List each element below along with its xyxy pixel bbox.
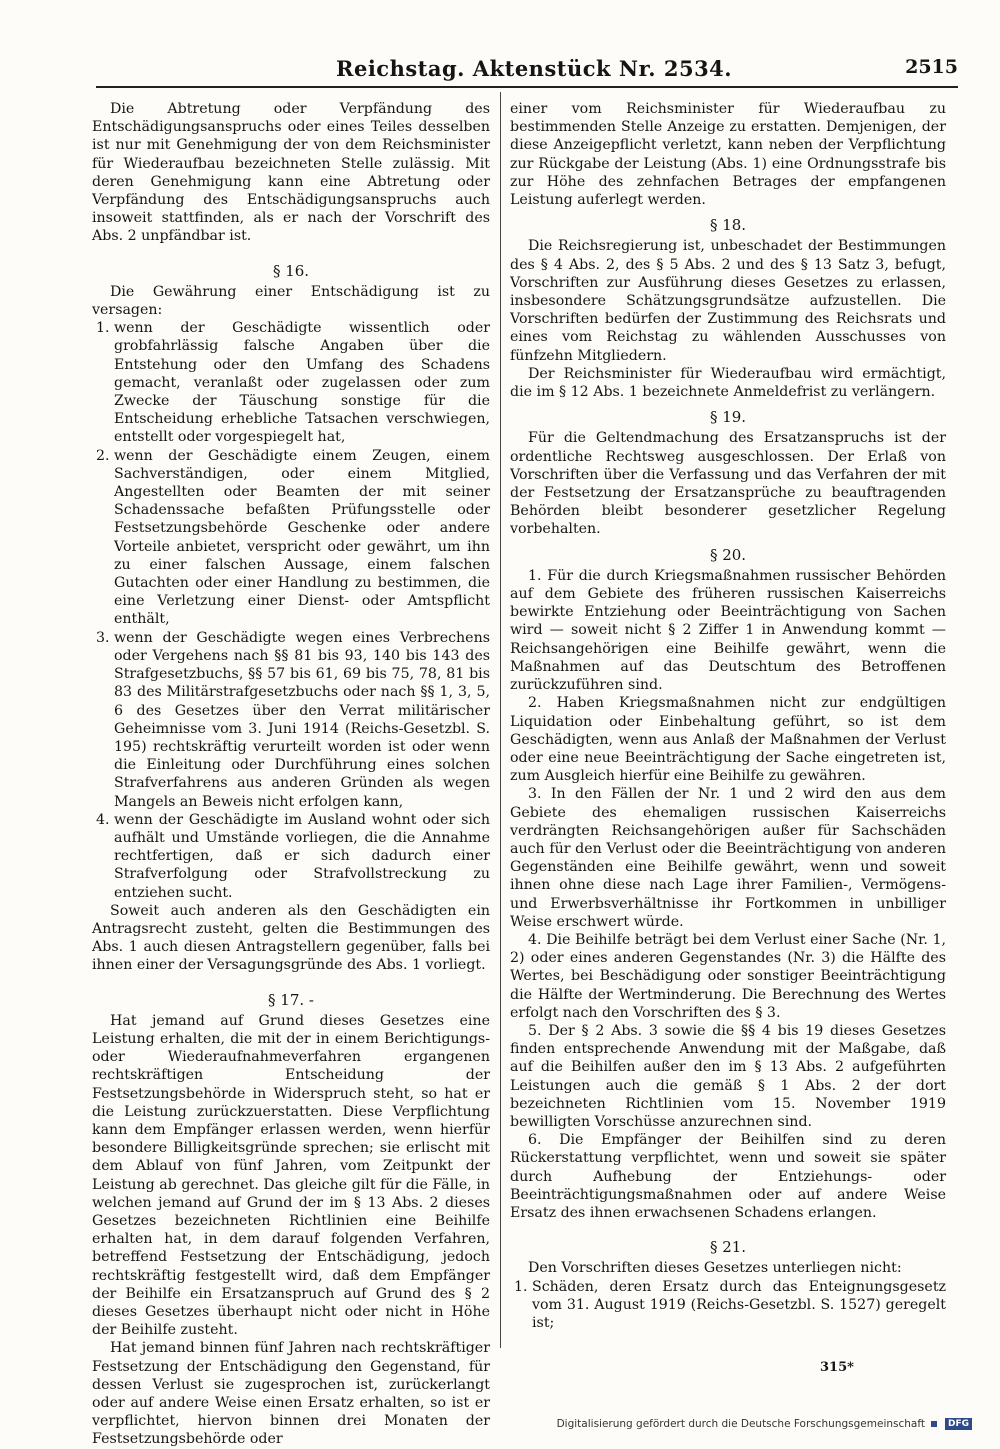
section-16-lead: Die Gewährung einer Entschädigung ist zu versagen:: [92, 283, 490, 319]
section-18-paragraph-2: Der Reichsminister für Wiederaufbau wird ermächtigt, die im § 12 Abs. 1 bezeichnete Anmeldefrist zu verlängern.: [510, 365, 946, 401]
section-20-paragraph-3: 3. In den Fällen der Nr. 1 und 2 wird den aus dem Gebiete des ehemaligen russischen Kaiserreichs verdrängten Reichsangehörigen außer für Sachschäden auch für den Verlust oder die Beeinträchtigung von anderen Gegenständen eine Beihilfe gewährt, wenn und soweit ihnen ohne diese nach Lage ihrer Familien-, Vermögens- und Erwerbsverhältnisse ihr Fortkommen in unbilliger Weise erschwert würde.: [510, 786, 946, 930]
section-18-heading: § 18.: [709, 216, 747, 235]
section-16-list: [92, 319, 490, 902]
section-16-closing: Soweit auch anderen als den Geschädigten ein Antragsrecht zusteht, gelten die Bestimmungen des Abs. 1 auch diesen Antragstellern gegenüber, falls bei ihnen einer der Versagungsgründe des Abs. 1 vorliegt.: [92, 902, 490, 974]
list-item: [92, 447, 490, 629]
section-18-paragraph-1: Die Reichsregierung ist, unbeschadet der Bestimmungen des § 4 Abs. 2, des § 5 Abs. 2 und des § 13 Satz 3, befugt, Vorschriften zur Ausführung dieses Gesetzes zu erlassen, insbesondere Schätzungsgrundsätze aufzustellen. Die Vorschriften bedürfen der Zustimmung des Reichsrats und eines vom Reichstag zu wählenden Ausschusses von fünfzehn Mitgliedern.: [510, 238, 946, 364]
section-16-heading: § 16.: [272, 261, 310, 280]
list-item: [92, 811, 490, 902]
right-column: [510, 100, 946, 1332]
square-icon: [931, 1421, 937, 1427]
item-text: wenn der Geschädigte im Ausland wohnt oder sich aufhält und Umstände vorliegen, die die Annahme rechtfertigen, daß er sich dadurch einer Strafverfolgung oder Strafvollstreckung zu entziehen sucht.: [114, 811, 490, 901]
item-number: 4.: [96, 811, 110, 828]
section-19-paragraph: Für die Geltendmachung des Ersatzanspruchs ist der ordentliche Rechtsweg ausgeschlossen. Der Erlaß von Vorschriften über die Verfassung und das Verfahren der mit der Festsetzung der Ersatzansprüche zu beauftragenden Behörden bleibt besonderer gesetzlicher Regelung vorbehalten.: [510, 430, 946, 538]
section-21-list: [510, 1278, 946, 1333]
section-17-paragraph-1: Hat jemand auf Grund dieses Gesetzes eine Leistung erhalten, die mit der in einem Berichtigungs- oder Wiederaufnahmeverfahren ergangenen rechtskräftigen Entscheidung der Festsetzungsbehörde in Widerspruch steht, so hat er die Leistung zurückzuerstatten. Diese Verpflichtung kann dem Empfänger erlassen werden, wenn hierfür besondere Billigkeitsgründe sprechen; sie erlischt mit dem Ablauf von fünf Jahren, vom Zeitpunkt der Leistung ab gerechnet. Das gleiche gilt für die Fälle, in welchen jemand auf Grund der im § 13 Abs. 2 dieses Gesetzes bezeichneten Richtlinien eine Beihilfe erhalten hat, in dem darauf folgenden Verfahren, betreffend Festsetzung der Entschädigung, jedoch rechtskräftig festgestellt wird, daß dem Empfänger der Beihilfe ein Ersatzanspruch auf Grund des § 2 dieses Gesetzes überhaupt nicht oder nicht in Höhe der Beihilfe zusteht.: [92, 1012, 490, 1339]
section-20-paragraph-5: 5. Der § 2 Abs. 3 sowie die §§ 4 bis 19 dieses Gesetzes finden entsprechende Anwendung mit der Maßgabe, daß auf die Beihilfen außer den im § 13 Abs. 2 aufgeführten Leistungen auch die gemäß § 1 Abs. 2 der dort bezeichneten Richtlinien vom 15. November 1919 bewilligten Vorschüsse anzurechnen sind.: [510, 1022, 946, 1130]
header-title: Reichstag. Aktenstück Nr. 2534.: [336, 56, 733, 81]
item-number: 1.: [514, 1278, 528, 1295]
sheet-signature: 315*: [820, 1360, 854, 1375]
list-item: [92, 629, 490, 811]
section-20-paragraph-6: 6. Die Empfänger der Beihilfen sind zu deren Rückerstattung verpflichtet, wenn und soweit sie später durch Aufhebung der Entziehungs- oder Beeinträchtigungsmaßnahmen oder auf andere Weise Ersatz des ihnen erwachsenen Schadens erlangen.: [510, 1132, 946, 1221]
section-21-heading: § 21.: [709, 1238, 747, 1257]
section-20-paragraph-2: 2. Haben Kriegsmaßnahmen nicht zur endgültigen Liquidation oder Einbehaltung geführt, so ist dem Geschädigten, wenn aus Anlaß der Maßnahmen der Verlust oder eine neue Beeinträchtigung der Sache eingetreten ist, zum Ausgleich hierfür eine Beihilfe zu gewähren.: [510, 695, 946, 785]
page-number: 2515: [905, 56, 958, 78]
item-text: wenn der Geschädigte einem Zeugen, einem Sachverständigen, oder einem Mitglied, Angestellten oder Beamten der mit seiner Schadenssache befaßten Prüfungsstelle oder Festsetzungsbehörde Geschenke oder andere Vorteile anbietet, verspricht oder gewährt, um ihn zu einer falschen Aussage, einem falschen Gutachten oder einer Handlung zu bestimmen, die eine Verletzung einer Dienst- oder Amtspflicht enthält,: [114, 447, 490, 628]
item-text: wenn der Geschädigte wegen eines Verbrechens oder Vergehens nach §§ 81 bis 93, 140 bis 143 des Strafgesetzbuchs, §§ 57 bis 61, 69 bis 75, 78, 81 bis 83 des Militärstrafgesetzbuchs oder nach §§ 1, 3, 5, 6 des Gesetzes über den Verrat militärischer Geheimnisse vom 3. Juni 1914 (Reichs-Gesetzbl. S. 195) rechtskräftig verurteilt worden ist oder wenn die Einleitung oder Durchführung eines solchen Strafverfahrens aus anderen Gründen als wegen Mangels an Beweis nicht erfolgen kann,: [114, 629, 490, 810]
section-19-heading: § 19.: [709, 408, 747, 427]
dfg-logo: DFG: [945, 1418, 972, 1430]
item-number: 2.: [96, 447, 110, 464]
section-17-heading: § 17. -: [268, 990, 314, 1009]
left-column: [92, 100, 490, 1449]
section-17-paragraph-2: Hat jemand binnen fünf Jahren nach rechtskräftiger Festsetzung der Entschädigung den Gegenstand, für dessen Verlust sie zugesprochen ist, zurückerlangt oder auf andere Weise einen Ersatz erhalten, so ist er verpflichtet, hiervon binnen drei Monaten der Festsetzungsbehörde oder: [92, 1340, 490, 1448]
list-item: [92, 319, 490, 446]
digitization-footer: [557, 1418, 972, 1430]
intro-paragraph: Die Abtretung oder Verpfändung des Entschädigungsanspruchs oder eines Teiles desselben ist nur mit Genehmigung der von dem Reichsminister für Wiederaufbau bezeichneten Stelle zulässig. Mit deren Genehmigung kann eine Abtretung oder Verpfändung des Entschädigungsanspruchs auch insoweit stattfinden, als er nach der Vorschrift des Abs. 2 unpfändbar ist.: [92, 101, 490, 245]
section-20-paragraph-1: 1. Für die durch Kriegsmaßnahmen russischer Behörden auf dem Gebiete des früheren russischen Kaiserreichs bewirkte Entziehung oder Beeinträchtigung von Sachen wird — soweit nicht § 2 Ziffer 1 in Anwendung kommt — Reichsangehörigen eine Beihilfe gewährt, wenn die Maßnahmen auf das Deutschtum des Betroffenen zurückzuführen sind.: [510, 567, 946, 694]
continuation-paragraph: einer vom Reichsminister für Wiederaufbau zu bestimmenden Stelle Anzeige zu erstatten. Demjenigen, der diese Anzeigepflicht verletzt, kann neben der Verpflichtung zur Rückgabe der Leistung (Abs. 1) eine Ordnungsstrafe bis zur Höhe des zehnfachen Betrages der empfangenen Leistung auferlegt werden.: [510, 101, 946, 209]
header-rule: [96, 86, 958, 88]
footer-text: Digitalisierung gefördert durch die Deutsche Forschungsgemeinschaft: [556, 1418, 925, 1430]
item-number: 1.: [96, 320, 110, 337]
item-text: wenn der Geschädigte wissentlich oder grobfahrlässig falsche Angaben über die Entstehung oder den Umfang des Schadens gemacht, veranlaßt oder zugelassen oder zum Zwecke der Täuschung sonstige für die Entscheidung erhebliche Tatsachen verschwiegen, entstellt oder vorgespiegelt hat,: [114, 320, 490, 446]
list-item: [510, 1278, 946, 1333]
section-21-lead: Den Vorschriften dieses Gesetzes unterliegen nicht:: [528, 1260, 902, 1277]
item-text: Schäden, deren Ersatz durch das Enteignungsgesetz vom 31. August 1919 (Reichs-Gesetzbl. S. 1527) geregelt ist;: [532, 1278, 946, 1331]
item-number: 3.: [96, 629, 110, 646]
section-20-heading: § 20.: [709, 545, 747, 564]
section-20-paragraph-4: 4. Die Beihilfe beträgt bei dem Verlust einer Sache (Nr. 1, 2) oder eines anderen Gegenstandes (Nr. 3) die Hälfte des Wertes, bei Beschädigung oder sonstiger Beeinträchtigung die Hälfte der Wertminderung. Die Berechnung des Wertes erfolgt nach den Vorschriften des § 3.: [510, 931, 946, 1021]
page-header: [96, 56, 958, 86]
column-divider: [500, 92, 501, 1348]
